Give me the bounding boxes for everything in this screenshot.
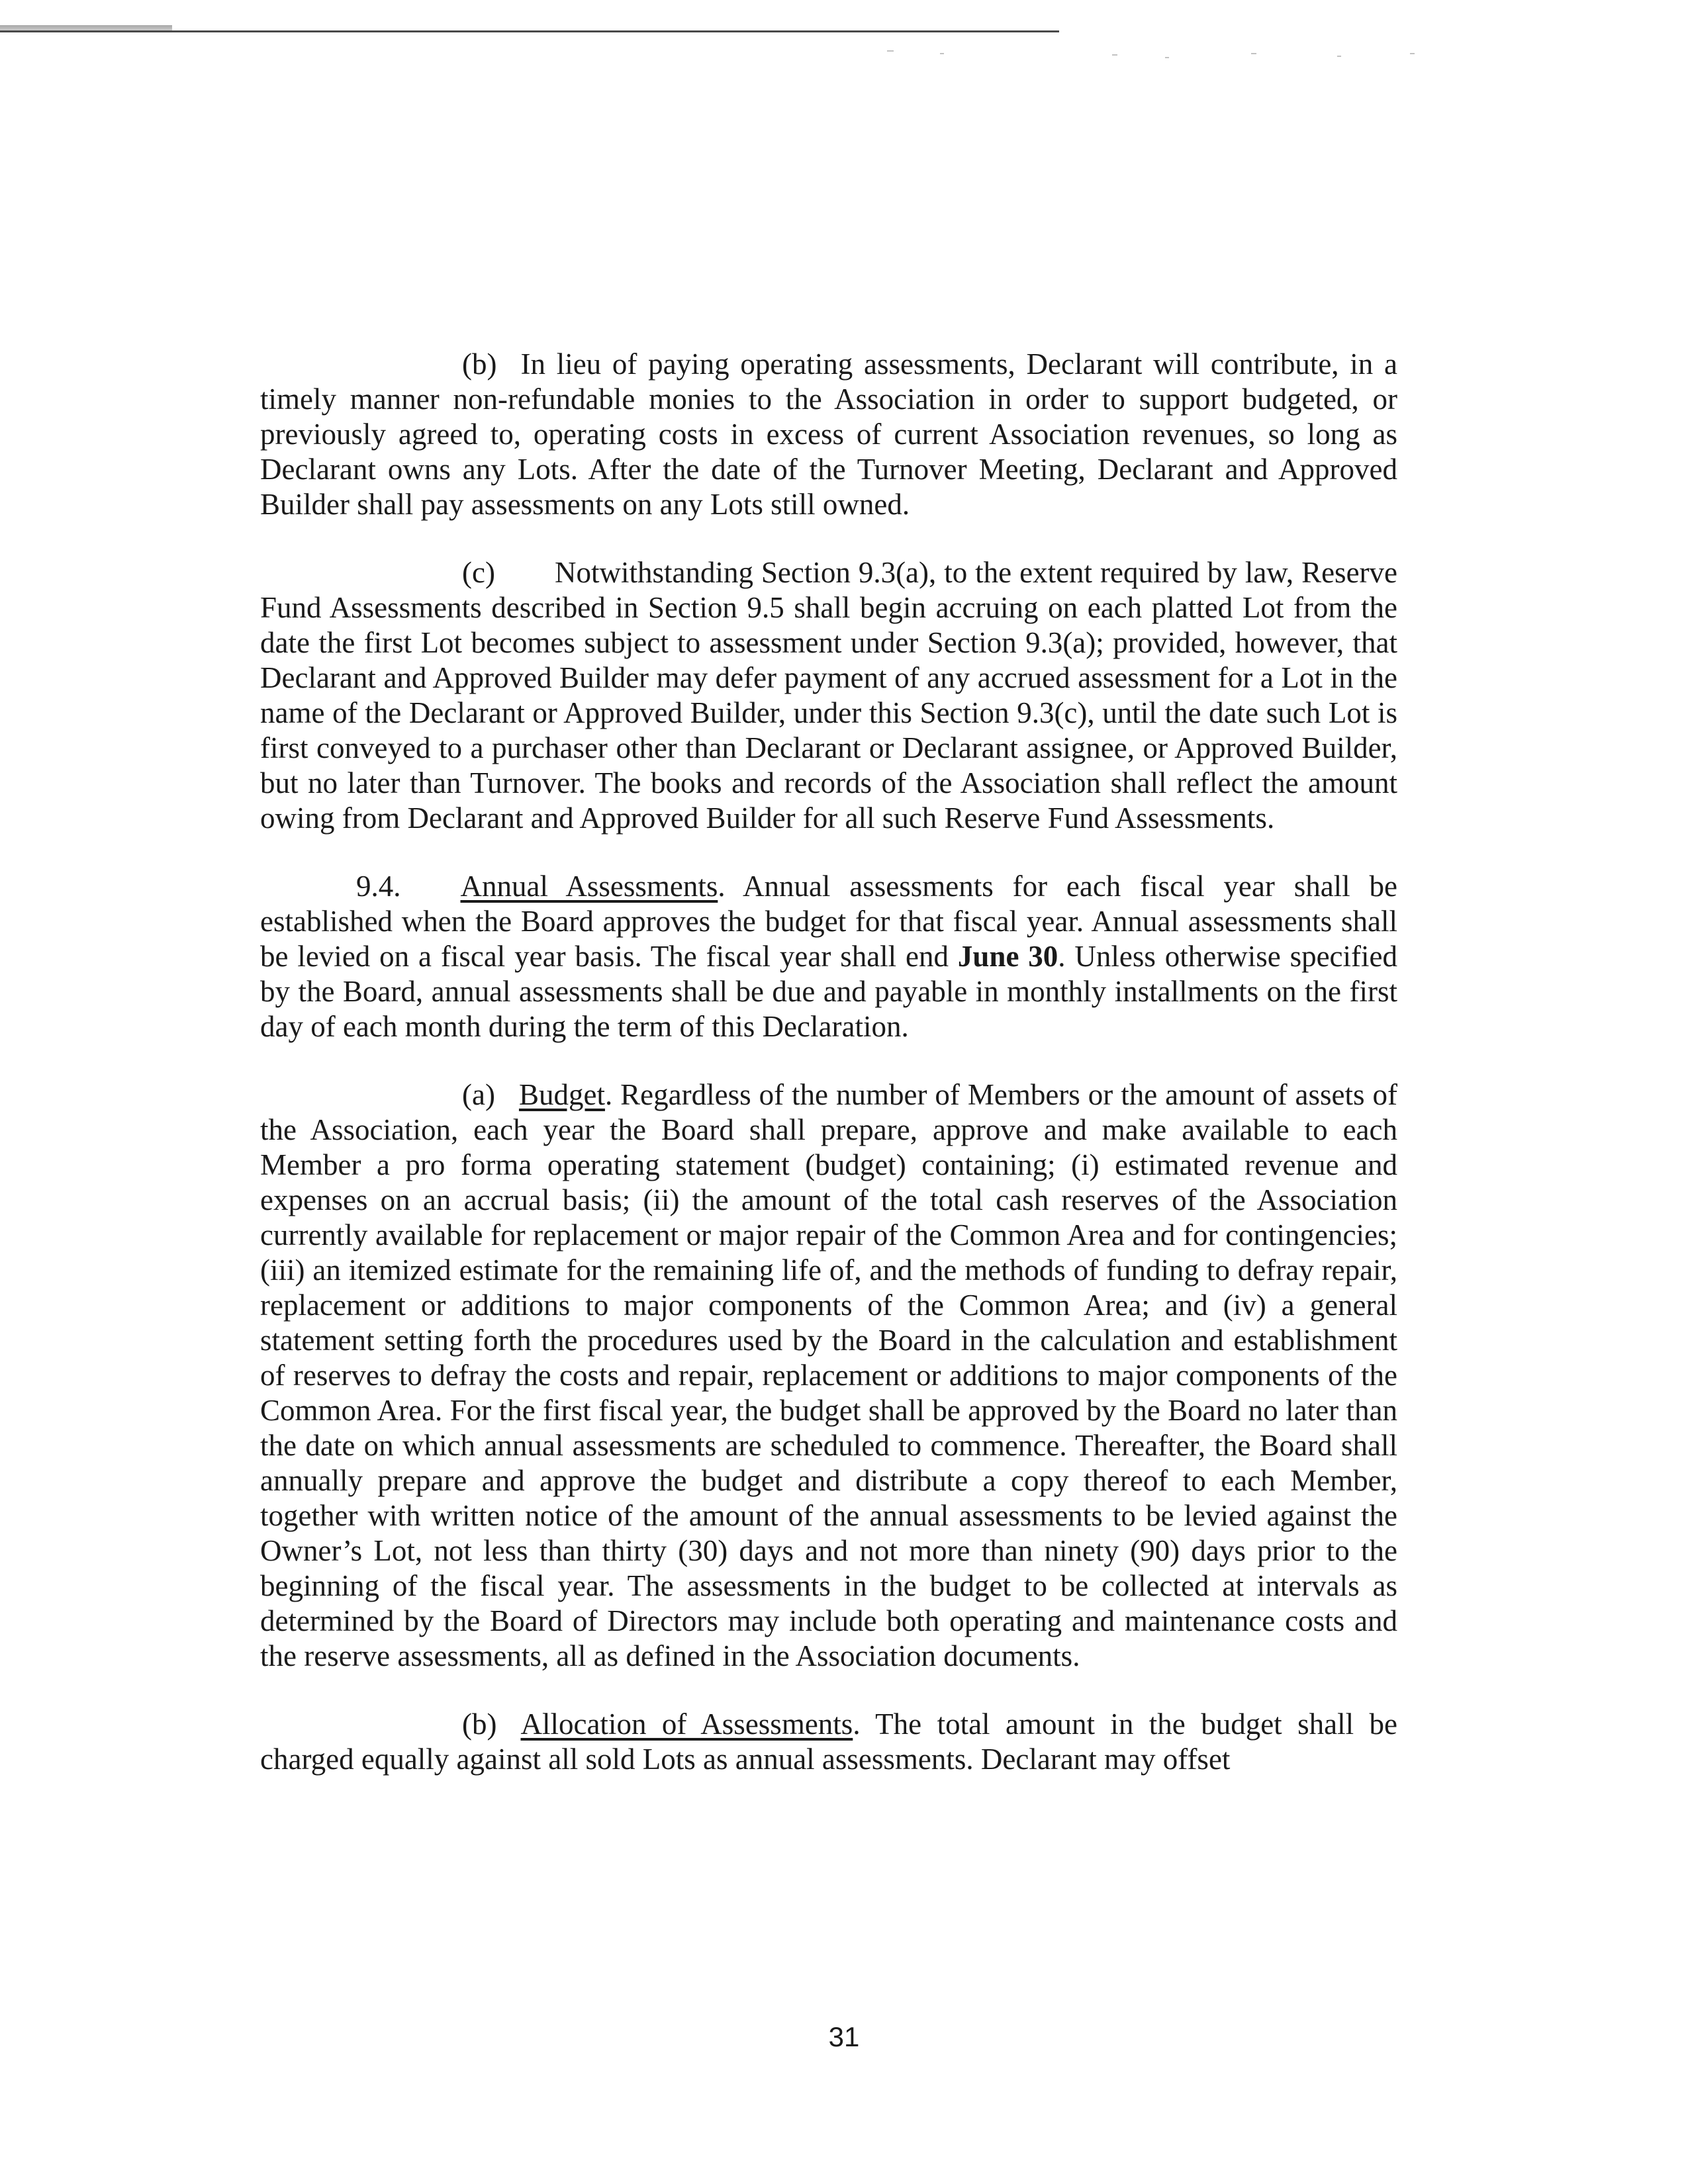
section-heading: Annual Assessments	[460, 870, 718, 903]
scan-artifact-speck	[1251, 53, 1256, 54]
paragraph-allocation	[260, 1707, 1397, 1777]
paragraph-label: (a)	[462, 1078, 495, 1111]
fiscal-year-end-date: June 30	[957, 940, 1058, 973]
section-text: . Annual assessments for each fiscal year shall be established when the Board approves the budget for that fiscal year. Annual assessments shall be levied on a fiscal year basis. The fiscal year shall end	[260, 870, 1397, 973]
scan-artifact-speck	[887, 50, 894, 52]
section-number: 9.4.	[356, 870, 401, 903]
page-number: 31	[828, 2021, 860, 2052]
scan-artifact-speck	[1165, 57, 1169, 58]
paragraph-text: . The total amount in the budget shall be charged equally against all sold Lots as annual assessments. Declarant may offset	[260, 1707, 1397, 1776]
scan-artifact-bar	[0, 25, 172, 30]
paragraph-text: . Regardless of the number of Members or the amount of assets of the Association, each year the Board shall prepare, approve and make available to each Member a pro forma operating statement (budget) containing; (i) estimated revenue and expenses on an accrual basis; (ii) the amount of the total cash reserves of the Association currently available for replacement or major repair of the Common Area and for contingencies; (iii) an itemized estimate for the remaining life of, and the methods of funding to defray repair, replacement or additions to major components of the Common Area; and (iv) a general statement setting forth the procedures used by the Board in the calculation and establishment of reserves to defray the costs and repair, replacement or additions to major components of the Common Area. For the first fiscal year, the budget shall be approved by the Board no later than the date on which annual assessments are scheduled to commence. Thereafter, the Board shall annually prepare and approve the budget and distribute a copy thereof to each Member, together with written notice of the amount of the annual assessments to be levied against the Owner’s Lot, not less than thirty (30) days and not more than ninety (90) days prior to the beginning of the fiscal year. The assessments in the budget to be collected at intervals as determined by the Board of Directors may include both operating and maintenance costs and the reserve assessments, all as defined in the Association documents.	[260, 1078, 1397, 1672]
paragraph-9-3-c	[260, 555, 1397, 836]
scan-artifact-speck	[1112, 54, 1117, 56]
scan-artifact-speck	[1337, 56, 1341, 57]
scan-artifact-speck	[940, 53, 944, 54]
paragraph-label: (c)	[462, 556, 495, 589]
document-body	[260, 347, 1397, 1810]
section-9-4-annual-assessments	[260, 869, 1397, 1044]
scan-artifact-line	[0, 30, 1059, 32]
paragraph-text: Notwithstanding Section 9.3(a), to the extent required by law, Reserve Fund Assessments described in Section 9.5 shall begin accruing on each platted Lot from the date the first Lot becomes subject to assessment under Section 9.3(a); provided, however, that Declarant and Approved Builder may defer payment of any accrued assessment for a Lot in the name of the Declarant or Approved Builder, under this Section 9.3(c), until the date such Lot is first conveyed to a purchaser other than Declarant or Declarant assignee, or Approved Builder, but no later than Turnover. The books and records of the Association shall reflect the amount owing from Declarant and Approved Builder for all such Reserve Fund Assessments.	[260, 556, 1397, 835]
paragraph-label: (b)	[462, 1707, 497, 1741]
paragraph-label: (b)	[462, 347, 497, 381]
paragraph-text: In lieu of paying operating assessments, Declarant will contribute, in a timely manner non-refundable monies to the Association in order to support budgeted, or previously agreed to, operating costs in excess of current Association revenues, so long as Declarant owns any Lots. After the date of the Turnover Meeting, Declarant and Approved Builder shall pay assessments on any Lots still owned.	[260, 347, 1397, 521]
paragraph-heading: Allocation of Assessments	[520, 1707, 853, 1741]
scan-artifact-speck	[1410, 53, 1415, 54]
section-text: . Unless otherwise specified by the Board, annual assessments shall be due and payable in monthly installments on the first day of each month during the term of this Declaration.	[260, 940, 1397, 1043]
paragraph-heading: Budget	[518, 1078, 605, 1111]
paragraph-budget	[260, 1077, 1397, 1674]
paragraph-9-3-b	[260, 347, 1397, 522]
